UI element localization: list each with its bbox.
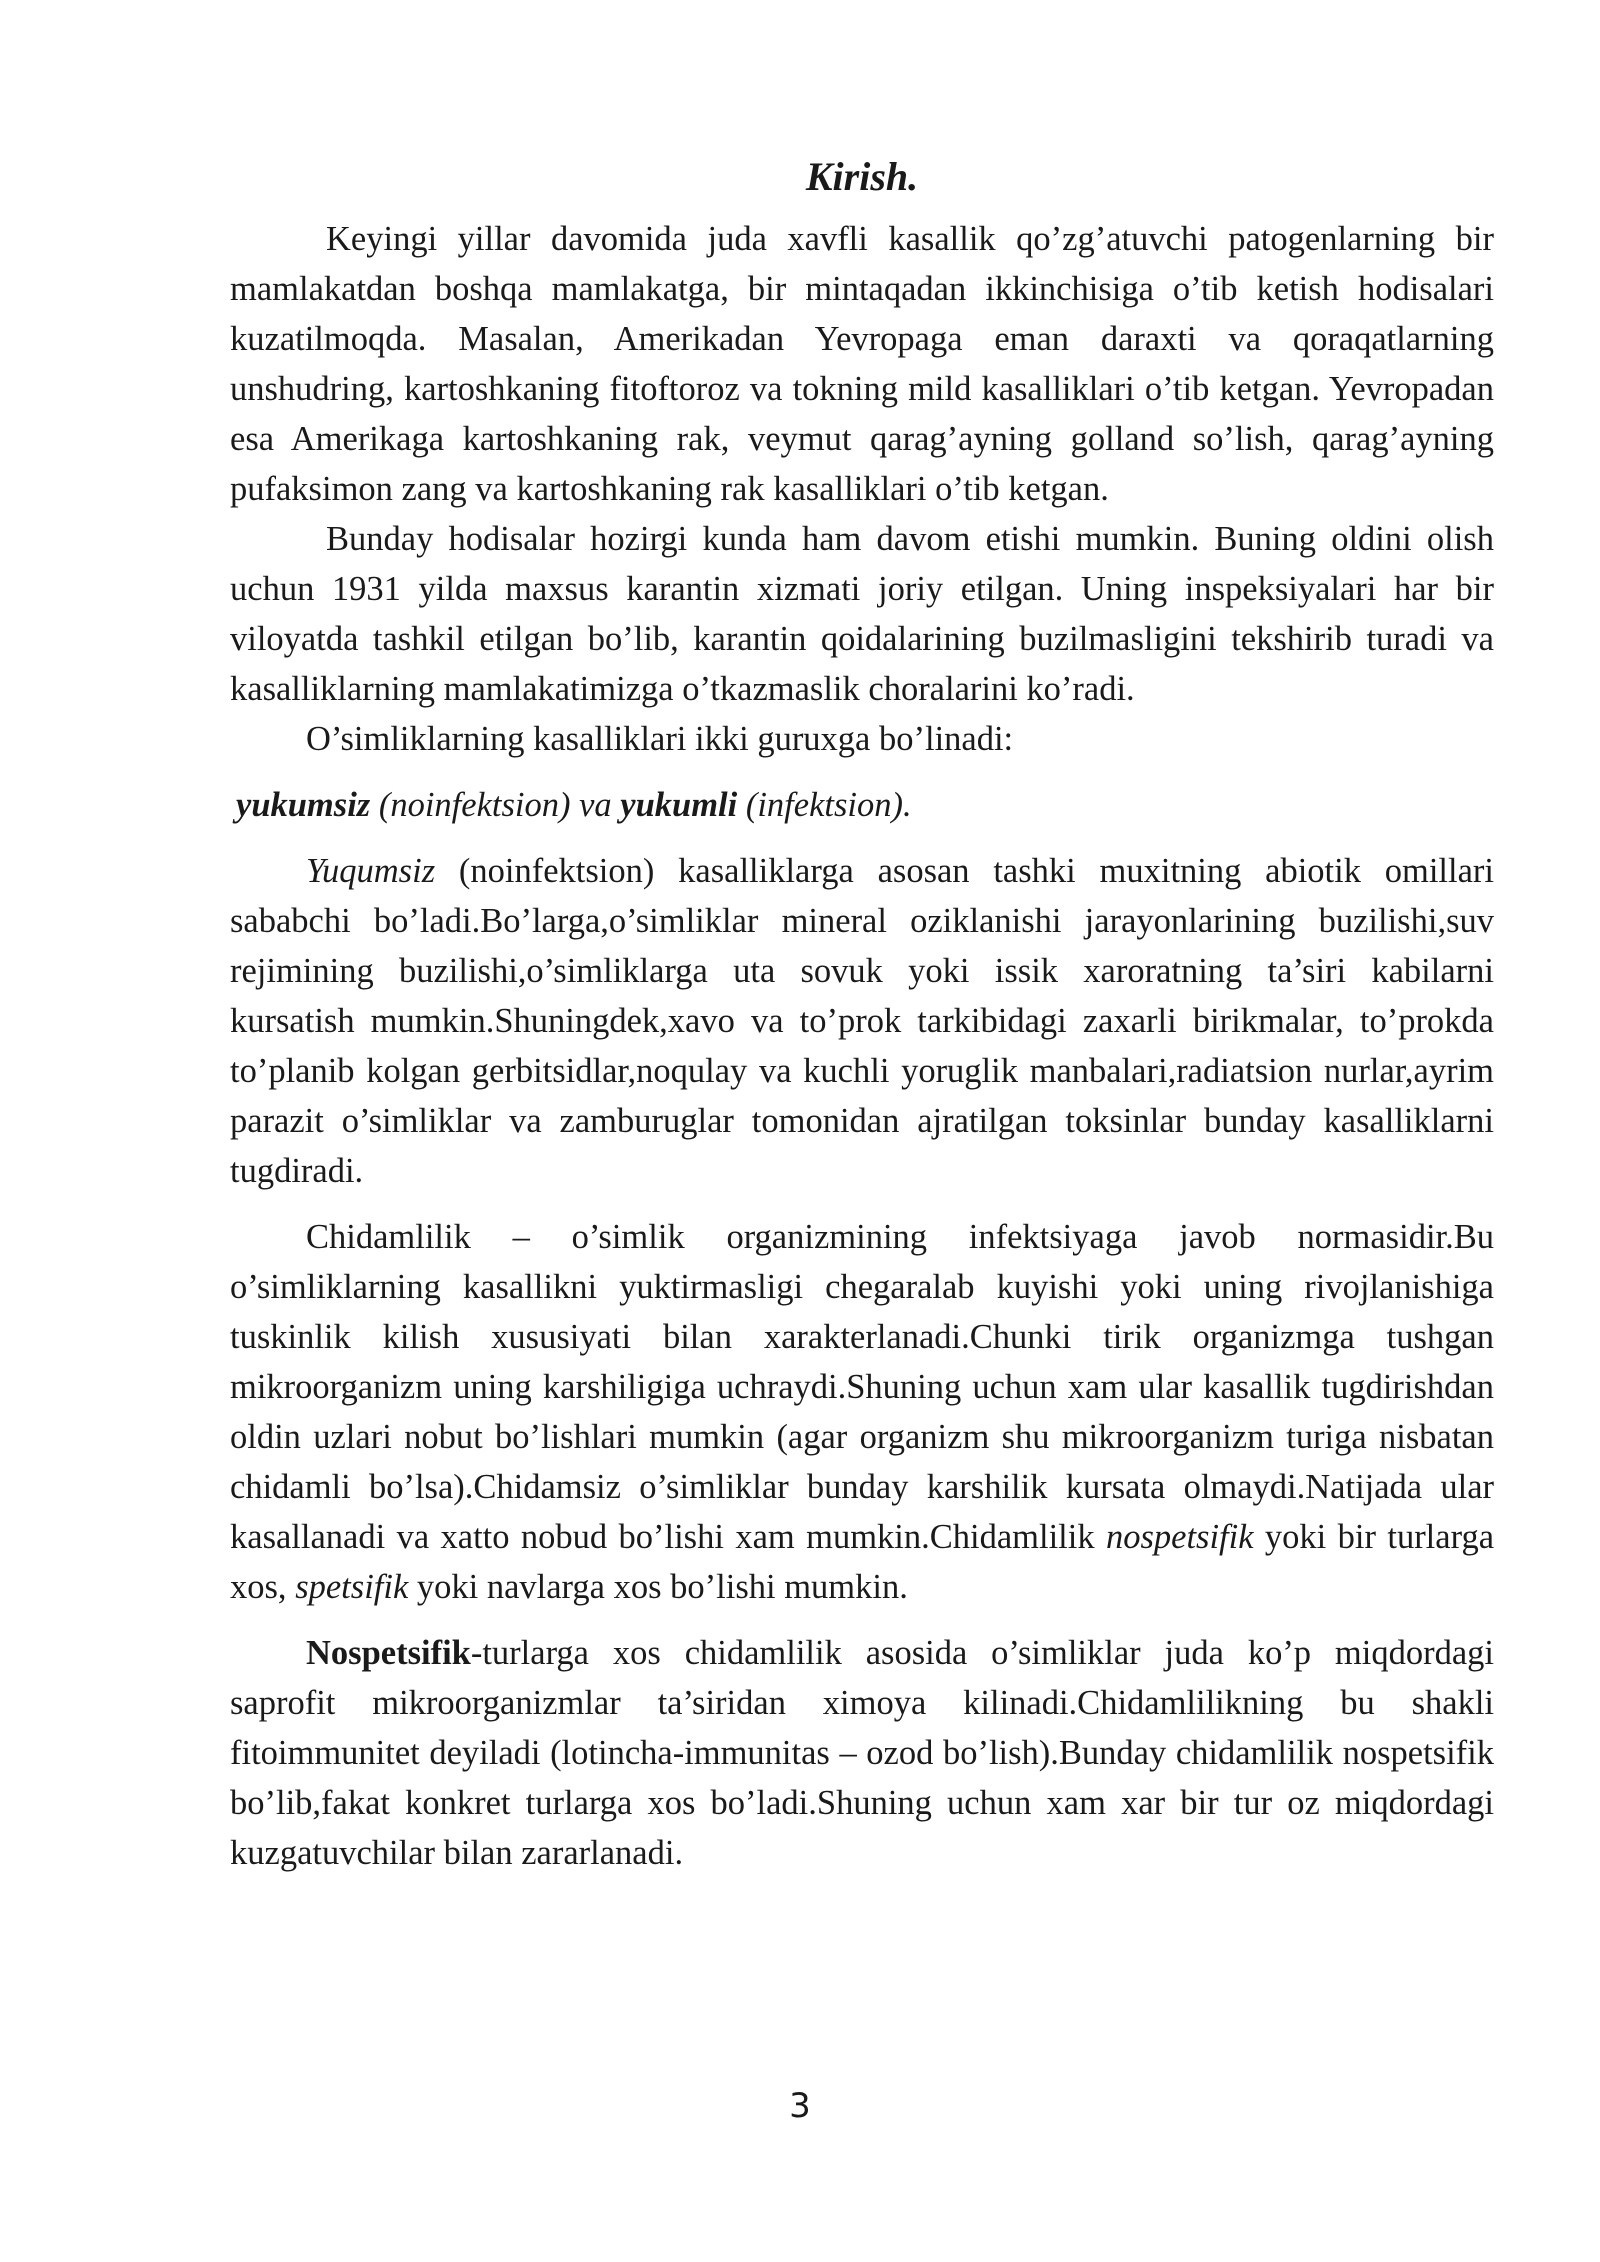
paragraph-4-text: (noinfektsion) kasalliklarga asosan tashki muxitning abiotik omillari sababchi bo’ladi.Bo’larga,o’simliklar mineral oziklanishi jarayonlarining buzilishi,suv rejimining buzilishi,o’simliklarga uta sovuk yoki issik xaroratning ta’siri kabilarni kursatish mumkin.Shuningdek,xavo va to’prok tarkibidagi zaxarli birikmalar, to’prokda to’planib kolgan gerbitsidlar,noqulay va kuchli yoruglik manbalari,radiatsion nurlar,ayrim parazit o’simliklar va zamburuglar tomonidan ajratilgan toksinlar bunday kasalliklarni tugdiradi. — [230, 852, 1494, 1190]
paragraph-6-text: -turlarga xos chidamlilik asosida o’simliklar juda ko’p miqdordagi saprofit mikroorganizmlar ta’siridan ximoya kilinadi.Chidamlilikning bu shakli fitoimmunitet deyiladi (lotincha-immunitas – ozod bo’lish).Bunday chidamlilik nospetsifik bo’lib,fakat konkret turlarga xos bo’ladi.Shuning uchun xam xar bir tur oz miqdordagi kuzgatuvchilar bilan zararlanadi. — [230, 1634, 1494, 1872]
paragraph-5-text-3: yoki navlarga xos bo’lishi mumkin. — [408, 1568, 908, 1606]
note-noinfektsion: (noinfektsion) va — [370, 786, 621, 824]
term-spetsifik-italic: spetsifik — [295, 1568, 409, 1606]
page-number: 3 — [789, 2086, 811, 2126]
paragraph-5-text-1: Chidamlilik – o’simlik organizmining infektsiyaga javob normasidir.Bu o’simliklarning kasallikni yuktirmasligi chegaralab kuyishi yoki uning rivojlanishiga tuskinlik kilish xususiyati bilan xarakterlanadi.Chunki tirik organizmga tushgan mikroorganizm uning karshiligiga uchraydi.Shuning uchun xam ular kasallik tugdirishdan oldin uzlari nobut bo’lishlari mumkin (agar organizm shu mikroorganizm turiga nisbatan chidamli bo’lsa).Chidamsiz o’simliklar bunday karshilik kursata olmaydi.Natijada ular kasallanadi va xatto nobud bo’lishi xam mumkin.Chidamlilik — [230, 1218, 1494, 1556]
paragraph-2: Bunday hodisalar hozirgi kunda ham davom etishi mumkin. Buning oldini olish uchun 1931 yilda maxsus karantin xizmati joriy etilgan. Uning inspeksiyalari har bir viloyatda tashkil etilgan bo’lib, karantin qoidalarining buzilmasligini tekshirib turadi va kasalliklarning mamlakatimizga o’tkazmaslik choralarini ko’radi. — [230, 520, 1494, 708]
paragraph-3: O’simliklarning kasalliklari ikki guruxga bo’linadi: — [306, 720, 1014, 758]
paragraph-5-text-2: yoki bir turlarga xos, — [230, 1518, 1495, 1606]
paragraph-5 — [230, 1212, 1494, 1612]
term-yuqumsiz: Yuqumsiz — [306, 852, 436, 890]
term-yukumsiz: yukumsiz — [236, 786, 371, 824]
document-title: Kirish. — [805, 154, 919, 199]
paragraph-4 — [230, 846, 1494, 1196]
paragraph-1: Keyingi yillar davomida juda xavfli kasallik qo’zg’atuvchi patogenlarning bir mamlakatdan boshqa mamlakatga, bir mintaqadan ikkinchisiga o’tib ketish hodisalari kuzatilmoqda. Masalan, Amerikadan Yevropaga eman daraxti va qoraqatlarning unshudring, kartoshkaning fitoftoroz va tokning mild kasalliklari o’tib ketgan. Yevropadan esa Amerikaga kartoshkaning rak, veymut qarag’ayning golland so’lish, qarag’ayning pufaksimon zang va kartoshkaning rak kasalliklari o’tib ketgan. — [230, 220, 1494, 508]
document-page — [230, 148, 1494, 1878]
term-nospetsifik-bold: Nospetsifik — [306, 1634, 471, 1672]
term-nospetsifik-italic: nospetsifik — [1105, 1518, 1254, 1556]
disease-groups-line — [230, 780, 1494, 830]
note-infektsion: (infektsion). — [737, 786, 912, 824]
term-yukumli: yukumli — [620, 786, 738, 824]
paragraph-6 — [230, 1628, 1494, 1878]
